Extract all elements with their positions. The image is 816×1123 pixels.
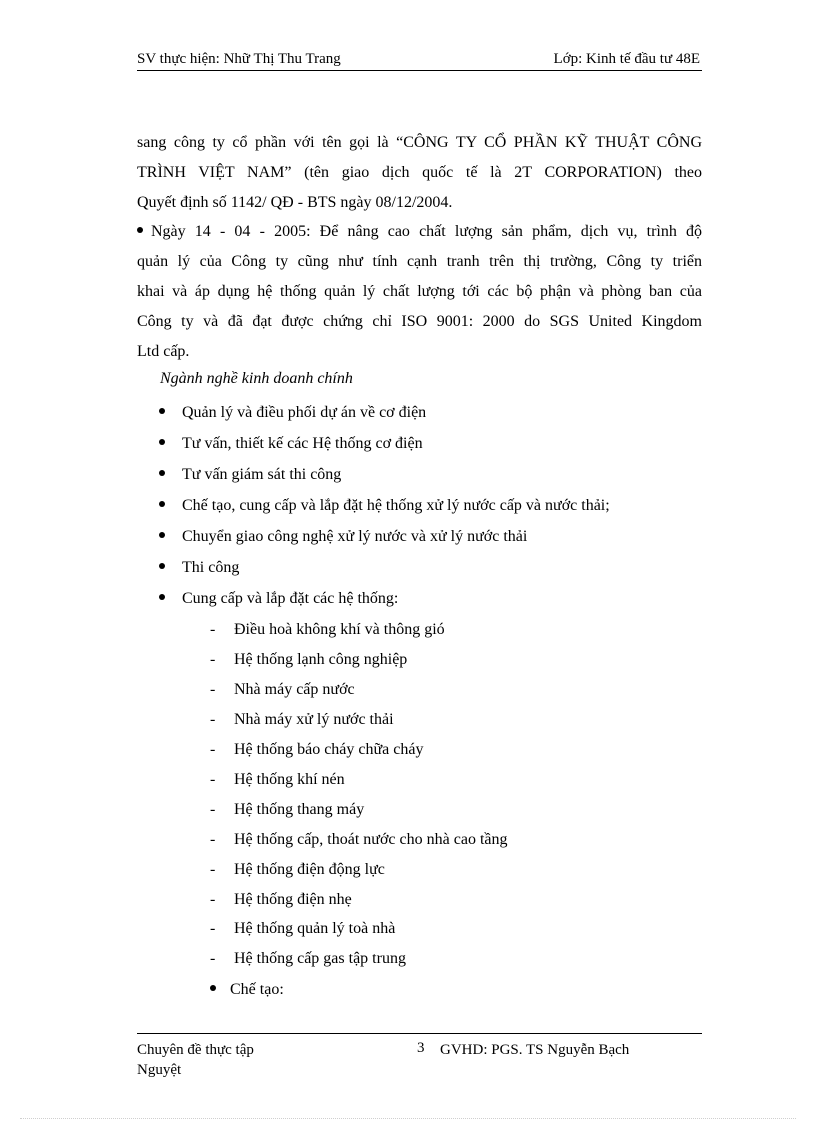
bullet-icon: [159, 439, 165, 445]
intro-line: TRÌNH VIỆT NAM” (tên giao dịch quốc tế là 2T CORPORATION) theo: [137, 164, 702, 181]
list-item-text: Chế tạo, cung cấp và lắp đặt hệ thống xử lý nước cấp và nước thải;: [182, 497, 610, 514]
page-number: 3: [417, 1040, 425, 1056]
dash-marker: -: [210, 891, 216, 908]
list-item-text: Cung cấp và lắp đặt các hệ thống:: [182, 590, 399, 607]
sub-bullet-text: Chế tạo:: [230, 981, 284, 998]
footer-advisor: GVHD: PGS. TS Nguyễn Bạch: [440, 1042, 630, 1058]
sub-list-item-text: Hệ thống quản lý toà nhà: [234, 920, 396, 937]
sub-list-item-text: Điều hoà không khí và thông gió: [234, 621, 445, 638]
list-item-text: Chuyển giao công nghệ xử lý nước và xử lý nước thải: [182, 528, 528, 545]
intro-paragraph: [137, 128, 702, 218]
sub-list-item: [210, 885, 352, 915]
sub-list-item-text: Hệ thống cấp gas tập trung: [234, 950, 406, 967]
sub-list-item-text: Hệ thống báo cháy chữa cháy: [234, 741, 424, 758]
list-item-text: Thi công: [182, 559, 240, 576]
dash-marker: -: [210, 950, 216, 967]
dash-marker: -: [210, 771, 216, 788]
sub-list-item: [210, 765, 345, 795]
event-line: quản lý của Công ty cũng như tính cạnh tranh trên thị trường, Công ty triển: [137, 253, 702, 270]
dash-marker: -: [210, 711, 216, 728]
header-class: Lớp: Kinh tế đầu tư 48E: [553, 51, 700, 67]
sub-list-item-text: Hệ thống lạnh công nghiệp: [234, 651, 408, 668]
intro-line: Quyết định số 1142/ QĐ - BTS ngày 08/12/2004.: [137, 194, 453, 211]
dash-marker: -: [210, 861, 216, 878]
dash-marker: -: [210, 651, 216, 668]
sub-list-item-text: Nhà máy cấp nước: [234, 681, 355, 698]
sub-list-item-text: Hệ thống điện nhẹ: [234, 891, 352, 908]
list-item: [159, 522, 527, 552]
footer-report-type: Chuyên đề thực tập: [137, 1042, 254, 1058]
intro-line: sang công ty cổ phần với tên gọi là “CÔNG TY CỔ PHẦN KỸ THUẬT CÔNG: [137, 134, 702, 151]
list-item-text: Tư vấn, thiết kế các Hệ thống cơ điện: [182, 435, 423, 452]
footer-advisor-wrap: Nguyệt: [137, 1062, 182, 1078]
event-line-text: Ngày 14 - 04 - 2005: Để nâng cao chất lượng sản phẩm, dịch vụ, trình độ: [151, 223, 702, 240]
sub-list-item: [210, 675, 355, 705]
bullet-icon: [159, 501, 165, 507]
event-line: Ltd cấp.: [137, 343, 190, 360]
sub-list-item: [210, 855, 385, 885]
bullet-icon: [137, 227, 143, 233]
list-item: [159, 553, 239, 583]
event-line: khai và áp dụng hệ thống quản lý chất lượng tới các bộ phận và phòng ban của: [137, 283, 702, 300]
list-item: [159, 584, 398, 614]
bullet-icon: [159, 470, 165, 476]
sub-list-item-text: Hệ thống thang máy: [234, 801, 365, 818]
sub-list-item-text: Hệ thống điện động lực: [234, 861, 385, 878]
dash-marker: -: [210, 741, 216, 758]
list-item-text: Quản lý và điều phối dự án về cơ điện: [182, 404, 427, 421]
sub-list-item-text: Nhà máy xử lý nước thải: [234, 711, 394, 728]
event-line: [137, 217, 702, 247]
list-item: [159, 460, 341, 490]
sub-bullet-item: [210, 975, 284, 1005]
list-item-text: Tư vấn giám sát thi công: [182, 466, 342, 483]
bullet-icon: [159, 563, 165, 569]
dash-marker: -: [210, 831, 216, 848]
list-item: [159, 398, 426, 428]
dash-marker: -: [210, 801, 216, 818]
event-line: Công ty và đã đạt được chứng chỉ ISO 9001: 2000 do SGS United Kingdom: [137, 313, 702, 330]
list-item: [159, 429, 423, 459]
sub-list-item: [210, 825, 507, 855]
sub-list-item: [210, 944, 406, 974]
sub-list-item: [210, 914, 395, 944]
bullet-icon: [210, 985, 216, 991]
sub-list-item-text: Hệ thống cấp, thoát nước cho nhà cao tầng: [234, 831, 508, 848]
section-title: Ngành nghề kinh doanh chính: [160, 370, 353, 387]
bullet-icon: [159, 532, 165, 538]
page-header: [137, 50, 702, 71]
list-item: [159, 491, 610, 521]
sub-list-item: [210, 735, 423, 765]
sub-list-item: [210, 645, 407, 675]
dash-marker: -: [210, 681, 216, 698]
footer-divider: [137, 1033, 702, 1034]
sub-list-item: [210, 795, 364, 825]
dash-marker: -: [210, 621, 216, 638]
sub-list-item: [210, 705, 394, 735]
header-student: SV thực hiện: Nhữ Thị Thu Trang: [137, 51, 341, 67]
page-edge-divider: [20, 1118, 796, 1119]
sub-list-item-text: Hệ thống khí nén: [234, 771, 345, 788]
bullet-icon: [159, 594, 165, 600]
event-paragraph: [137, 217, 702, 367]
bullet-icon: [159, 408, 165, 414]
dash-marker: -: [210, 920, 216, 937]
sub-list-item: [210, 615, 445, 645]
